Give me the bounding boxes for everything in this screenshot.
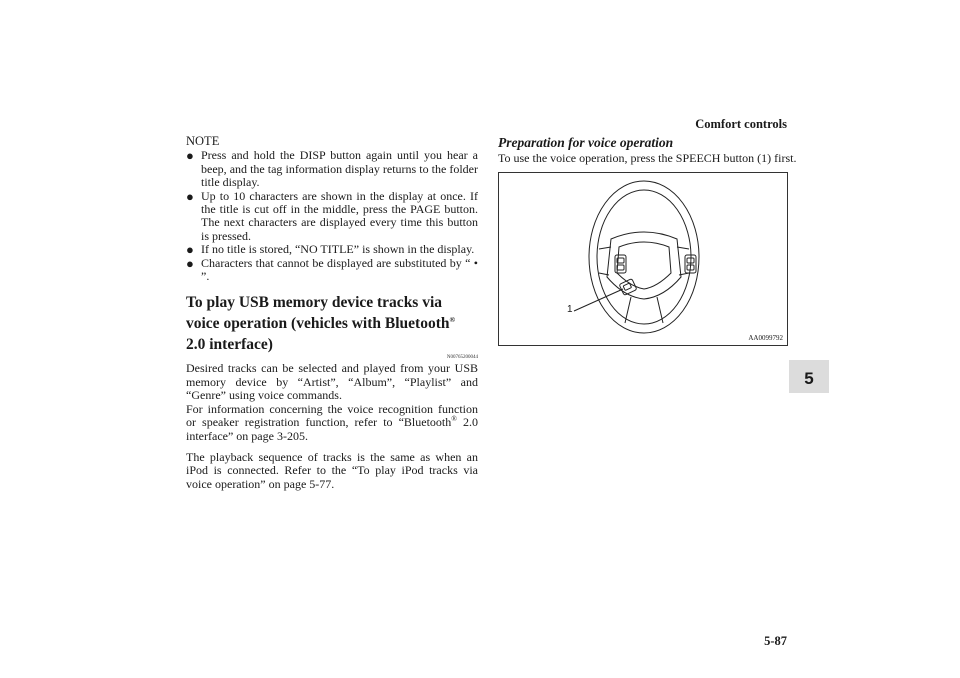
note-bullet-text: If no title is stored, “NO TITLE” is shown in the display.: [201, 242, 475, 257]
bullet-icon: ●: [186, 148, 194, 164]
prep-section-text: To use the voice operation, press the SPEECH button (1) first.: [498, 151, 797, 165]
prep-section-title: Preparation for voice operation: [498, 135, 674, 150]
figure-code: AA0099792: [748, 334, 783, 342]
note-bullet-text: Up to 10 characters are shown in the display at once. If the title is cut off in the middle, press the PAGE button. The next characters are displayed every time this button is pressed.: [201, 188, 478, 243]
chapter-tab: [789, 360, 829, 393]
note-bullet: [186, 190, 478, 244]
bullet-icon: ●: [186, 242, 194, 258]
note-bullet: [186, 149, 478, 189]
section-code: N00765200044: [446, 355, 478, 361]
usb-paragraph-1: Desired tracks can be selected and played from your USB memory device by “Artist”, “Album”, “Playlist” and “Genre” using voice commands.: [186, 361, 478, 403]
running-header: Comfort controls: [695, 117, 787, 131]
bullet-icon: ●: [186, 188, 194, 204]
usb-paragraph-2: For information concerning the voice recognition function or speaker registration function, refer to “Bluetooth® 2.0 interface” on page 3-205.: [186, 401, 479, 443]
steering-wheel-figure: [498, 172, 788, 346]
callout-label: 1: [567, 304, 573, 315]
note-title: NOTE: [186, 134, 220, 148]
note-bullet-text: Press and hold the DISP button again until you hear a beep, and the tag information display returns to the folder title display.: [201, 148, 478, 190]
chapter-tab-number: 5: [804, 369, 814, 388]
page-number: 5-87: [764, 634, 787, 648]
usb-paragraph-3: The playback sequence of tracks is the same as when an iPod is connected. Refer to the “To play iPod tracks via voice operation” on page 5-77.: [186, 449, 478, 491]
right-column: [498, 135, 797, 165]
left-column: [186, 135, 478, 491]
note-bullet-text: Characters that cannot be displayed are substituted by “ • ”.: [201, 255, 478, 284]
steering-wheel-icon: [499, 173, 787, 345]
note-bullet: [186, 257, 478, 284]
usb-section-heading: To play USB memory device tracks via voice operation (vehicles with Bluetooth® 2.0 interface): [186, 294, 456, 354]
note-bullet: [186, 243, 478, 256]
bullet-icon: ●: [186, 255, 194, 271]
